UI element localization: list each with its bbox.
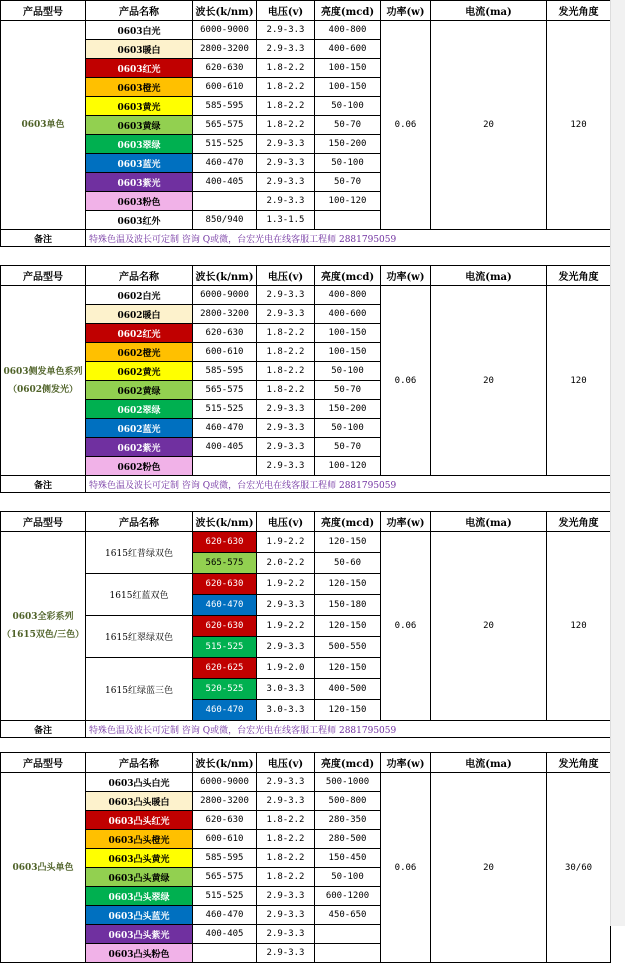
header-product-name: 产品名称	[86, 753, 193, 773]
voltage-cell: 2.9-3.3	[257, 637, 315, 658]
brightness-cell: 100-120	[315, 192, 381, 211]
voltage-cell: 2.9-3.3	[257, 925, 315, 944]
header-power: 功率(w)	[381, 512, 431, 532]
wavelength-cell: 620-630	[193, 532, 257, 553]
wavelength-cell: 460-470	[193, 906, 257, 925]
product-name-cell: 0603凸头黄绿	[86, 868, 193, 887]
brightness-cell: 150-450	[315, 849, 381, 868]
brightness-cell: 50-70	[315, 116, 381, 135]
brightness-cell: 120-150	[315, 700, 381, 721]
voltage-cell: 2.0-2.2	[257, 553, 315, 574]
voltage-cell: 1.8-2.2	[257, 362, 315, 381]
brightness-cell: 400-800	[315, 286, 381, 305]
section-0603-full-color	[0, 511, 610, 738]
brightness-cell: 50-70	[315, 438, 381, 457]
voltage-cell: 1.8-2.2	[257, 324, 315, 343]
power-cell: 0.06	[381, 532, 431, 721]
current-cell: 20	[431, 286, 547, 476]
header-voltage: 电压(v)	[257, 1, 315, 21]
wavelength-cell: 515-525	[193, 400, 257, 419]
voltage-cell: 1.8-2.2	[257, 343, 315, 362]
header-product-name: 产品名称	[86, 1, 193, 21]
product-name-cell: 0603凸头白光	[86, 773, 193, 792]
brightness-cell: 50-100	[315, 362, 381, 381]
product-name-cell: 0603凸头翠绿	[86, 887, 193, 906]
wavelength-cell: 600-610	[193, 343, 257, 362]
voltage-cell: 1.8-2.2	[257, 849, 315, 868]
header-model: 产品型号	[1, 266, 86, 286]
voltage-cell: 2.9-3.3	[257, 154, 315, 173]
product-name-cell: 0603凸头暖白	[86, 792, 193, 811]
header-angle: 发光角度	[547, 1, 611, 21]
brightness-cell: 280-350	[315, 811, 381, 830]
header-current: 电流(ma)	[431, 753, 547, 773]
product-name-cell: 0603粉色	[86, 192, 193, 211]
brightness-cell: 280-500	[315, 830, 381, 849]
product-name-cell: 0603凸头紫光	[86, 925, 193, 944]
note-label: 备注	[1, 476, 86, 493]
product-name-cell: 0602粉色	[86, 457, 193, 476]
voltage-cell: 2.9-3.3	[257, 419, 315, 438]
note-text: 特殊色温及波长可定制 咨询 Q或微，台宏光电在线客服工程师 2881795059	[86, 721, 611, 738]
angle-cell: 120	[547, 532, 611, 721]
note-text: 特殊色温及波长可定制 咨询 Q或微，台宏光电在线客服工程师 2881795059	[86, 230, 611, 247]
brightness-cell: 150-200	[315, 400, 381, 419]
header-brightness: 亮度(mcd)	[315, 512, 381, 532]
model-cell: 0603凸头单色	[1, 773, 86, 963]
wavelength-cell: 520-525	[193, 679, 257, 700]
wavelength-cell: 2800-3200	[193, 792, 257, 811]
brightness-cell: 500-550	[315, 637, 381, 658]
header-wavelength: 波长(k/nm)	[193, 512, 257, 532]
product-name-cell: 0603白光	[86, 21, 193, 40]
product-name-cell: 0602暖白	[86, 305, 193, 324]
wavelength-cell: 515-525	[193, 637, 257, 658]
model-cell: 0603侧发单色系列（0602侧发光）	[1, 286, 86, 476]
product-name-cell: 0603蓝光	[86, 154, 193, 173]
header-voltage: 电压(v)	[257, 512, 315, 532]
header-power: 功率(w)	[381, 266, 431, 286]
wavelength-cell: 850/940	[193, 211, 257, 230]
wavelength-cell: 460-470	[193, 595, 257, 616]
header-row	[1, 753, 611, 773]
wavelength-cell: 620-630	[193, 811, 257, 830]
header-voltage: 电压(v)	[257, 753, 315, 773]
note-label: 备注	[1, 721, 86, 738]
brightness-cell: 400-600	[315, 40, 381, 59]
voltage-cell: 1.9-2.2	[257, 532, 315, 553]
wavelength-cell: 6000-9000	[193, 21, 257, 40]
product-name-cell: 0602翠绿	[86, 400, 193, 419]
vertical-scrollbar[interactable]	[610, 0, 625, 926]
product-name-cell: 0603凸头红光	[86, 811, 193, 830]
spacer	[0, 493, 610, 511]
voltage-cell: 3.0-3.3	[257, 679, 315, 700]
header-model: 产品型号	[1, 1, 86, 21]
brightness-cell	[315, 925, 381, 944]
voltage-cell: 1.8-2.2	[257, 59, 315, 78]
product-name-cell: 0603凸头蓝光	[86, 906, 193, 925]
voltage-cell: 2.9-3.3	[257, 40, 315, 59]
spec-table	[0, 0, 611, 247]
angle-cell: 120	[547, 286, 611, 476]
wavelength-cell: 620-630	[193, 574, 257, 595]
brightness-cell: 120-150	[315, 574, 381, 595]
header-wavelength: 波长(k/nm)	[193, 753, 257, 773]
product-name-cell: 0603红外	[86, 211, 193, 230]
voltage-cell: 2.9-3.3	[257, 906, 315, 925]
brightness-cell: 500-1000	[315, 773, 381, 792]
voltage-cell: 1.8-2.2	[257, 97, 315, 116]
voltage-cell: 2.9-3.3	[257, 595, 315, 616]
note-row	[1, 230, 611, 247]
wavelength-cell: 565-575	[193, 381, 257, 400]
voltage-cell: 2.9-3.3	[257, 135, 315, 154]
wavelength-cell: 460-470	[193, 419, 257, 438]
voltage-cell: 3.0-3.3	[257, 700, 315, 721]
brightness-cell	[315, 211, 381, 230]
wavelength-cell: 565-575	[193, 868, 257, 887]
wavelength-cell: 600-610	[193, 78, 257, 97]
voltage-cell: 2.9-3.3	[257, 173, 315, 192]
voltage-cell: 2.9-3.3	[257, 887, 315, 906]
wavelength-cell: 585-595	[193, 97, 257, 116]
product-name-cell: 0603凸头黄光	[86, 849, 193, 868]
header-brightness: 亮度(mcd)	[315, 266, 381, 286]
spec-table	[0, 511, 611, 738]
wavelength-cell	[193, 192, 257, 211]
wavelength-cell: 6000-9000	[193, 773, 257, 792]
product-name-cell: 0603暖白	[86, 40, 193, 59]
header-row	[1, 266, 611, 286]
voltage-cell: 2.9-3.3	[257, 21, 315, 40]
product-name-cell: 1615红蓝双色	[86, 574, 193, 616]
voltage-cell: 1.9-2.0	[257, 658, 315, 679]
product-name-cell: 1615红绿蓝三色	[86, 658, 193, 721]
current-cell: 20	[431, 773, 547, 963]
spacer	[0, 738, 610, 752]
voltage-cell: 2.9-3.3	[257, 944, 315, 963]
wavelength-cell: 620-630	[193, 324, 257, 343]
header-angle: 发光角度	[547, 512, 611, 532]
product-name-cell: 0603黄光	[86, 97, 193, 116]
header-angle: 发光角度	[547, 266, 611, 286]
brightness-cell: 600-1200	[315, 887, 381, 906]
brightness-cell: 50-60	[315, 553, 381, 574]
voltage-cell: 2.9-3.3	[257, 192, 315, 211]
header-angle: 发光角度	[547, 753, 611, 773]
angle-cell: 30/60	[547, 773, 611, 963]
note-row	[1, 721, 611, 738]
note-row	[1, 476, 611, 493]
header-power: 功率(w)	[381, 1, 431, 21]
header-model: 产品型号	[1, 512, 86, 532]
wavelength-cell: 585-595	[193, 849, 257, 868]
header-model: 产品型号	[1, 753, 86, 773]
brightness-cell: 100-120	[315, 457, 381, 476]
wavelength-cell	[193, 457, 257, 476]
section-0603-dome-single-color	[0, 752, 610, 963]
wavelength-cell: 620-630	[193, 59, 257, 78]
brightness-cell	[315, 944, 381, 963]
header-voltage: 电压(v)	[257, 266, 315, 286]
current-cell: 20	[431, 532, 547, 721]
header-brightness: 亮度(mcd)	[315, 1, 381, 21]
product-name-cell: 0602橙光	[86, 343, 193, 362]
voltage-cell: 2.9-3.3	[257, 792, 315, 811]
wavelength-cell: 400-405	[193, 173, 257, 192]
product-name-cell: 0602蓝光	[86, 419, 193, 438]
power-cell: 0.06	[381, 286, 431, 476]
header-product-name: 产品名称	[86, 266, 193, 286]
wavelength-cell: 515-525	[193, 135, 257, 154]
brightness-cell: 50-100	[315, 419, 381, 438]
voltage-cell: 1.8-2.2	[257, 811, 315, 830]
header-row	[1, 1, 611, 21]
voltage-cell: 1.8-2.2	[257, 868, 315, 887]
product-name-cell: 1615红普绿双色	[86, 532, 193, 574]
wavelength-cell	[193, 944, 257, 963]
spec-table	[0, 265, 611, 493]
model-cell: 0603全彩系列（1615双色/三色）	[1, 532, 86, 721]
wavelength-cell: 620-630	[193, 616, 257, 637]
product-name-cell: 0602黄光	[86, 362, 193, 381]
voltage-cell: 1.8-2.2	[257, 830, 315, 849]
brightness-cell: 50-70	[315, 381, 381, 400]
wavelength-cell: 400-405	[193, 438, 257, 457]
table-row	[1, 532, 611, 553]
header-product-name: 产品名称	[86, 512, 193, 532]
current-cell: 20	[431, 21, 547, 230]
wavelength-cell: 6000-9000	[193, 286, 257, 305]
brightness-cell: 50-100	[315, 97, 381, 116]
wavelength-cell: 460-470	[193, 700, 257, 721]
power-cell: 0.06	[381, 773, 431, 963]
section-0603-single-color	[0, 0, 610, 247]
header-row	[1, 512, 611, 532]
product-name-cell: 0603黄绿	[86, 116, 193, 135]
header-current: 电流(ma)	[431, 266, 547, 286]
product-name-cell: 0603橙光	[86, 78, 193, 97]
power-cell: 0.06	[381, 21, 431, 230]
angle-cell: 120	[547, 21, 611, 230]
brightness-cell: 120-150	[315, 532, 381, 553]
brightness-cell: 100-150	[315, 59, 381, 78]
voltage-cell: 1.8-2.2	[257, 78, 315, 97]
product-name-cell: 0603凸头粉色	[86, 944, 193, 963]
header-current: 电流(ma)	[431, 512, 547, 532]
spec-table	[0, 752, 611, 963]
wavelength-cell: 2800-3200	[193, 305, 257, 324]
table-row	[1, 286, 611, 305]
brightness-cell: 120-150	[315, 658, 381, 679]
wavelength-cell: 565-575	[193, 116, 257, 135]
header-power: 功率(w)	[381, 753, 431, 773]
brightness-cell: 400-800	[315, 21, 381, 40]
table-row	[1, 773, 611, 792]
brightness-cell: 120-150	[315, 616, 381, 637]
table-row	[1, 21, 611, 40]
voltage-cell: 2.9-3.3	[257, 438, 315, 457]
wavelength-cell: 515-525	[193, 887, 257, 906]
wavelength-cell: 400-405	[193, 925, 257, 944]
header-brightness: 亮度(mcd)	[315, 753, 381, 773]
voltage-cell: 2.9-3.3	[257, 400, 315, 419]
voltage-cell: 2.9-3.3	[257, 305, 315, 324]
wavelength-cell: 565-575	[193, 553, 257, 574]
voltage-cell: 2.9-3.3	[257, 286, 315, 305]
brightness-cell: 150-180	[315, 595, 381, 616]
wavelength-cell: 600-610	[193, 830, 257, 849]
note-label: 备注	[1, 230, 86, 247]
voltage-cell: 1.9-2.2	[257, 574, 315, 595]
product-name-cell: 0602紫光	[86, 438, 193, 457]
product-name-cell: 0602红光	[86, 324, 193, 343]
product-name-cell: 0603凸头橙光	[86, 830, 193, 849]
note-text: 特殊色温及波长可定制 咨询 Q或微，台宏光电在线客服工程师 2881795059	[86, 476, 611, 493]
header-current: 电流(ma)	[431, 1, 547, 21]
product-name-cell: 0603翠绿	[86, 135, 193, 154]
brightness-cell: 400-600	[315, 305, 381, 324]
brightness-cell: 50-100	[315, 154, 381, 173]
brightness-cell: 50-100	[315, 868, 381, 887]
voltage-cell: 1.8-2.2	[257, 381, 315, 400]
brightness-cell: 400-500	[315, 679, 381, 700]
brightness-cell: 100-150	[315, 343, 381, 362]
wavelength-cell: 2800-3200	[193, 40, 257, 59]
brightness-cell: 50-70	[315, 173, 381, 192]
voltage-cell: 1.9-2.2	[257, 616, 315, 637]
header-wavelength: 波长(k/nm)	[193, 1, 257, 21]
voltage-cell: 2.9-3.3	[257, 773, 315, 792]
wavelength-cell: 460-470	[193, 154, 257, 173]
model-cell: 0603单色	[1, 21, 86, 230]
brightness-cell: 500-800	[315, 792, 381, 811]
section-0603-side-emitting	[0, 265, 610, 493]
product-name-cell: 0602黄绿	[86, 381, 193, 400]
brightness-cell: 450-650	[315, 906, 381, 925]
brightness-cell: 150-200	[315, 135, 381, 154]
product-name-cell: 0603紫光	[86, 173, 193, 192]
product-name-cell: 0602白光	[86, 286, 193, 305]
product-name-cell: 1615红翠绿双色	[86, 616, 193, 658]
wavelength-cell: 620-625	[193, 658, 257, 679]
wavelength-cell: 585-595	[193, 362, 257, 381]
product-name-cell: 0603红光	[86, 59, 193, 78]
spacer	[0, 247, 610, 265]
voltage-cell: 2.9-3.3	[257, 457, 315, 476]
voltage-cell: 1.3-1.5	[257, 211, 315, 230]
brightness-cell: 100-150	[315, 324, 381, 343]
header-wavelength: 波长(k/nm)	[193, 266, 257, 286]
brightness-cell: 100-150	[315, 78, 381, 97]
voltage-cell: 1.8-2.2	[257, 116, 315, 135]
